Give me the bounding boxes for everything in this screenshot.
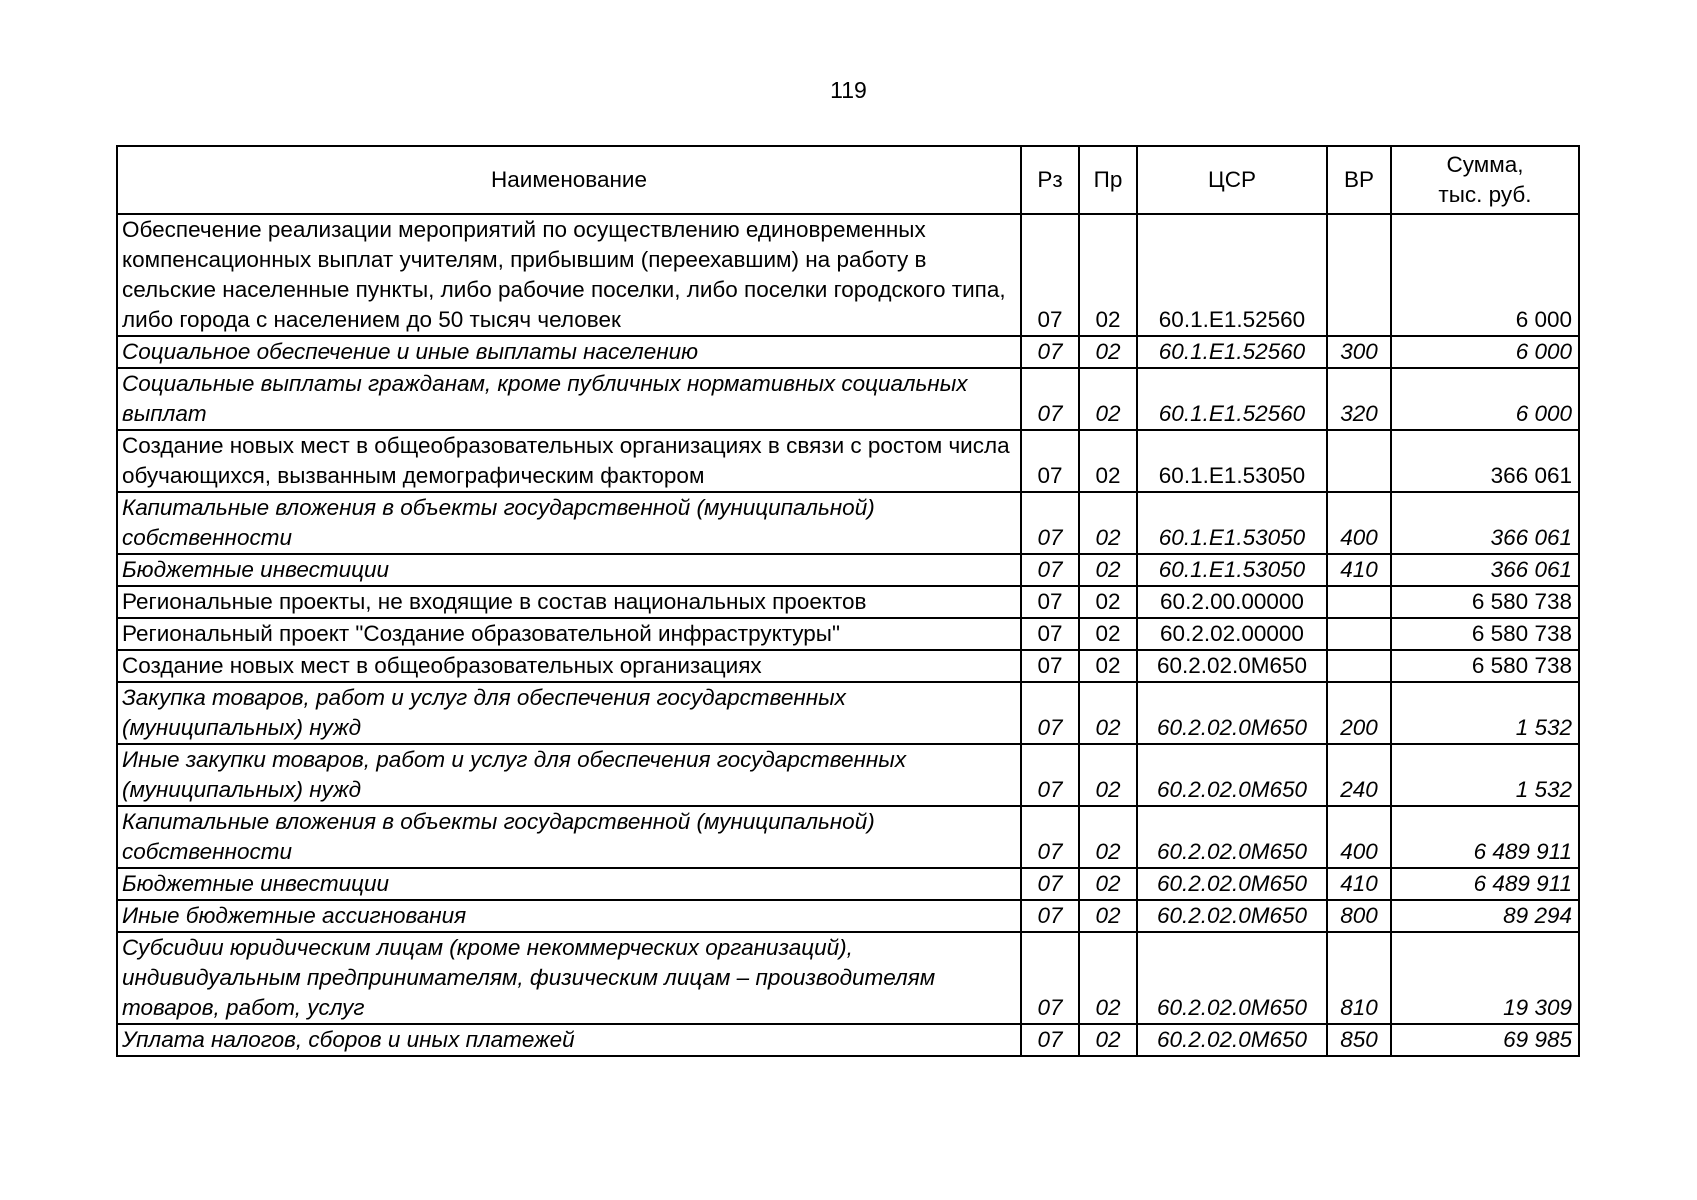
cell-rz: 07 (1021, 336, 1079, 368)
cell-rz: 07 (1021, 868, 1079, 900)
cell-sum: 6 000 (1391, 336, 1579, 368)
cell-sum: 6 000 (1391, 214, 1579, 336)
table-row (117, 932, 1579, 1024)
cell-csr: 60.1.Е1.52560 (1137, 214, 1327, 336)
cell-vr (1327, 430, 1391, 492)
budget-table (116, 145, 1580, 1057)
page-number: 119 (830, 77, 867, 103)
table-row (117, 806, 1579, 868)
cell-name: Обеспечение реализации мероприятий по осуществлению единовременных компенсационных выплат учителям, прибывшим (переехавшим) на работу в сельские населенные пункты, либо рабочие поселки, либо поселки городского типа, либо города с населением до 50 тысяч человек (117, 214, 1021, 336)
cell-pr: 02 (1079, 586, 1137, 618)
cell-pr: 02 (1079, 430, 1137, 492)
table-row (117, 492, 1579, 554)
cell-csr: 60.2.02.0М650 (1137, 806, 1327, 868)
cell-pr: 02 (1079, 806, 1137, 868)
cell-name: Бюджетные инвестиции (117, 554, 1021, 586)
cell-csr: 60.2.02.0М650 (1137, 1024, 1327, 1056)
cell-pr: 02 (1079, 618, 1137, 650)
cell-vr: 850 (1327, 1024, 1391, 1056)
cell-vr: 400 (1327, 806, 1391, 868)
cell-csr: 60.2.02.0М650 (1137, 932, 1327, 1024)
cell-vr (1327, 214, 1391, 336)
cell-vr (1327, 618, 1391, 650)
cell-vr: 400 (1327, 492, 1391, 554)
table-row (117, 1024, 1579, 1056)
table-row (117, 744, 1579, 806)
cell-rz: 07 (1021, 932, 1079, 1024)
cell-name: Создание новых мест в общеобразовательных организациях в связи с ростом числа обучающихся, вызванным демографическим фактором (117, 430, 1021, 492)
table-row (117, 618, 1579, 650)
cell-name: Региональный проект "Создание образовательной инфраструктуры" (117, 618, 1021, 650)
cell-csr: 60.2.02.0М650 (1137, 650, 1327, 682)
cell-name: Закупка товаров, работ и услуг для обеспечения государственных (муниципальных) нужд (117, 682, 1021, 744)
cell-rz: 07 (1021, 682, 1079, 744)
cell-pr: 02 (1079, 682, 1137, 744)
cell-pr: 02 (1079, 650, 1137, 682)
header-sum-line2: тыс. руб. (1438, 182, 1532, 207)
table-row (117, 650, 1579, 682)
cell-pr: 02 (1079, 868, 1137, 900)
cell-name: Социальное обеспечение и иные выплаты населению (117, 336, 1021, 368)
cell-sum: 366 061 (1391, 492, 1579, 554)
table-row (117, 682, 1579, 744)
cell-sum: 6 489 911 (1391, 806, 1579, 868)
cell-pr: 02 (1079, 932, 1137, 1024)
table-row (117, 368, 1579, 430)
cell-name: Капитальные вложения в объекты государственной (муниципальной) собственности (117, 806, 1021, 868)
cell-csr: 60.1.Е1.52560 (1137, 336, 1327, 368)
cell-sum: 6 580 738 (1391, 586, 1579, 618)
cell-vr: 800 (1327, 900, 1391, 932)
cell-csr: 60.1.Е1.53050 (1137, 430, 1327, 492)
cell-rz: 07 (1021, 618, 1079, 650)
cell-pr: 02 (1079, 1024, 1137, 1056)
cell-sum: 1 532 (1391, 682, 1579, 744)
cell-name: Региональные проекты, не входящие в состав национальных проектов (117, 586, 1021, 618)
cell-vr: 240 (1327, 744, 1391, 806)
cell-name: Уплата налогов, сборов и иных платежей (117, 1024, 1021, 1056)
cell-name: Бюджетные инвестиции (117, 868, 1021, 900)
cell-vr: 410 (1327, 554, 1391, 586)
cell-csr: 60.2.02.0М650 (1137, 744, 1327, 806)
header-sum (1391, 146, 1579, 214)
cell-rz: 07 (1021, 586, 1079, 618)
cell-csr: 60.1.Е1.52560 (1137, 368, 1327, 430)
cell-sum: 89 294 (1391, 900, 1579, 932)
cell-vr: 410 (1327, 868, 1391, 900)
cell-vr: 320 (1327, 368, 1391, 430)
cell-rz: 07 (1021, 554, 1079, 586)
header-csr: ЦСР (1137, 146, 1327, 214)
table-row (117, 336, 1579, 368)
cell-rz: 07 (1021, 368, 1079, 430)
cell-vr: 810 (1327, 932, 1391, 1024)
cell-sum: 6 489 911 (1391, 868, 1579, 900)
cell-rz: 07 (1021, 900, 1079, 932)
cell-sum: 19 309 (1391, 932, 1579, 1024)
cell-csr: 60.2.02.0М650 (1137, 900, 1327, 932)
cell-csr: 60.1.Е1.53050 (1137, 554, 1327, 586)
cell-sum: 6 580 738 (1391, 650, 1579, 682)
table-row (117, 430, 1579, 492)
cell-csr: 60.2.02.00000 (1137, 618, 1327, 650)
table-row (117, 586, 1579, 618)
cell-csr: 60.1.Е1.53050 (1137, 492, 1327, 554)
cell-pr: 02 (1079, 900, 1137, 932)
table-row (117, 214, 1579, 336)
table-row (117, 900, 1579, 932)
cell-csr: 60.2.02.0М650 (1137, 682, 1327, 744)
header-name: Наименование (117, 146, 1021, 214)
table-row (117, 554, 1579, 586)
cell-vr: 200 (1327, 682, 1391, 744)
cell-pr: 02 (1079, 368, 1137, 430)
cell-rz: 07 (1021, 214, 1079, 336)
cell-vr (1327, 586, 1391, 618)
cell-rz: 07 (1021, 650, 1079, 682)
cell-sum: 1 532 (1391, 744, 1579, 806)
cell-pr: 02 (1079, 554, 1137, 586)
cell-pr: 02 (1079, 492, 1137, 554)
cell-name: Создание новых мест в общеобразовательных организациях (117, 650, 1021, 682)
cell-name: Субсидии юридическим лицам (кроме некоммерческих организаций), индивидуальным предпринимателям, физическим лицам – производителям товаров, работ, услуг (117, 932, 1021, 1024)
cell-rz: 07 (1021, 492, 1079, 554)
cell-csr: 60.2.00.00000 (1137, 586, 1327, 618)
cell-rz: 07 (1021, 430, 1079, 492)
cell-vr (1327, 650, 1391, 682)
header-sum-line1: Сумма, (1446, 152, 1524, 177)
cell-name: Капитальные вложения в объекты государственной (муниципальной) собственности (117, 492, 1021, 554)
cell-rz: 07 (1021, 744, 1079, 806)
cell-sum: 366 061 (1391, 554, 1579, 586)
cell-vr: 300 (1327, 336, 1391, 368)
cell-rz: 07 (1021, 1024, 1079, 1056)
cell-pr: 02 (1079, 336, 1137, 368)
cell-sum: 366 061 (1391, 430, 1579, 492)
cell-sum: 69 985 (1391, 1024, 1579, 1056)
table-row (117, 868, 1579, 900)
header-pr: Пр (1079, 146, 1137, 214)
cell-name: Иные закупки товаров, работ и услуг для обеспечения государственных (муниципальных) нужд (117, 744, 1021, 806)
cell-pr: 02 (1079, 744, 1137, 806)
cell-pr: 02 (1079, 214, 1137, 336)
cell-csr: 60.2.02.0М650 (1137, 868, 1327, 900)
cell-name: Социальные выплаты гражданам, кроме публичных нормативных социальных выплат (117, 368, 1021, 430)
table-header-row (117, 146, 1579, 214)
cell-sum: 6 000 (1391, 368, 1579, 430)
cell-name: Иные бюджетные ассигнования (117, 900, 1021, 932)
cell-rz: 07 (1021, 806, 1079, 868)
header-rz: Рз (1021, 146, 1079, 214)
header-vr: ВР (1327, 146, 1391, 214)
table-body (117, 214, 1579, 1056)
cell-sum: 6 580 738 (1391, 618, 1579, 650)
